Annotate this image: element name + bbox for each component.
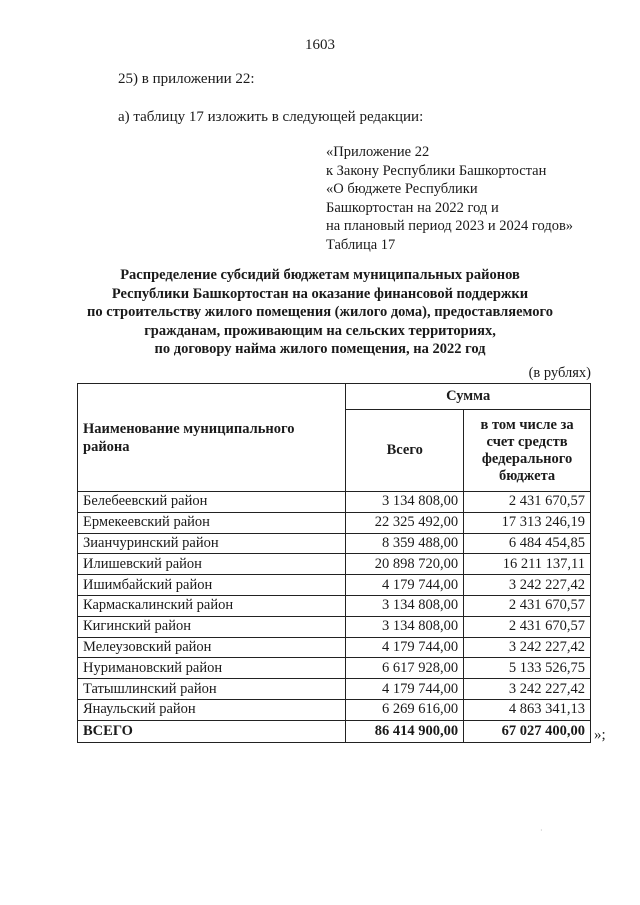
federal-cell: 3 242 227,42 (464, 575, 591, 596)
paragraph-25: 25) в приложении 22: (118, 71, 255, 87)
total-cell: 20 898 720,00 (346, 554, 464, 575)
table-body (78, 492, 591, 743)
total-cell: 3 134 808,00 (346, 492, 464, 513)
district-name-cell: Янаульский район (78, 699, 346, 720)
document-title (60, 266, 580, 359)
scan-speck: · (540, 826, 543, 835)
header-district-name: Наименование муниципального района (78, 384, 346, 492)
appendix-line: на плановый период 2023 и 2024 годов» (326, 218, 574, 234)
total-cell: 4 179 744,00 (346, 679, 464, 700)
federal-cell: 2 431 670,57 (464, 595, 591, 616)
table-row (78, 512, 591, 533)
federal-cell: 2 431 670,57 (464, 616, 591, 637)
table-row (78, 679, 591, 700)
appendix-line: к Закону Республики Башкортостан (326, 162, 547, 179)
closing-quote: »; (594, 727, 606, 743)
total-cell: 22 325 492,00 (346, 512, 464, 533)
district-name-cell: Мелеузовский район (78, 637, 346, 658)
federal-cell: 3 242 227,42 (464, 637, 591, 658)
federal-cell: 6 484 454,85 (464, 533, 591, 554)
table-row (78, 492, 591, 513)
table-row (78, 554, 591, 575)
grand-federal-cell: 67 027 400,00 (464, 720, 591, 742)
federal-cell: 3 242 227,42 (464, 679, 591, 700)
appendix-line: «О бюджете Республики (326, 181, 478, 197)
title-line: Распределение субсидий бюджетам муниципальных районов (120, 267, 520, 283)
subsidy-table (77, 383, 591, 743)
total-cell: 6 269 616,00 (346, 699, 464, 720)
table-row (78, 533, 591, 554)
title-line: Республики Башкортостан на оказание финансовой поддержки (111, 285, 529, 302)
total-row (78, 720, 591, 742)
total-cell: 4 179 744,00 (346, 637, 464, 658)
table-row (78, 658, 591, 679)
header-total: Всего (346, 410, 464, 492)
federal-cell: 17 313 246,19 (464, 512, 591, 533)
table-row (78, 699, 591, 720)
total-cell: 3 134 808,00 (346, 595, 464, 616)
appendix-line: «Приложение 22 (326, 144, 430, 160)
federal-cell: 2 431 670,57 (464, 492, 591, 513)
district-name-cell: Илишевский район (78, 554, 346, 575)
district-name-cell: Ишимбайский район (78, 575, 346, 596)
table-row (78, 616, 591, 637)
table-number: Таблица 17 (326, 236, 396, 253)
table-row (78, 637, 591, 658)
title-line: по строительству жилого помещения (жилого дома), предоставляемого (87, 304, 553, 320)
table-row (78, 575, 591, 596)
title-line: гражданам, проживающим на сельских территориях, (144, 322, 496, 339)
table-row (78, 595, 591, 616)
federal-cell: 5 133 526,75 (464, 658, 591, 679)
appendix-line: Башкортостан на 2022 год и (326, 199, 499, 216)
federal-cell: 4 863 341,13 (464, 699, 591, 720)
grand-total-cell: 86 414 900,00 (346, 720, 464, 742)
units-label: (в рублях) (528, 365, 591, 381)
paragraph-a: а) таблицу 17 изложить в следующей редакции: (118, 109, 424, 125)
header-federal: в том числе за счет средств федерального бюджета (464, 410, 591, 492)
title-line: по договору найма жилого помещения, на 2022 год (154, 341, 486, 357)
district-name-cell: Татышлинский район (78, 679, 346, 700)
total-cell: 8 359 488,00 (346, 533, 464, 554)
district-name-cell: Белебеевский район (78, 492, 346, 513)
federal-cell: 16 211 137,11 (464, 554, 591, 575)
district-name-cell: Кигинский район (78, 616, 346, 637)
total-cell: 4 179 744,00 (346, 575, 464, 596)
district-name-cell: Нуримановский район (78, 658, 346, 679)
district-name-cell: Кармаскалинский район (78, 595, 346, 616)
page-number: 1603 (305, 37, 335, 53)
appendix-reference (326, 143, 573, 254)
total-cell: 3 134 808,00 (346, 616, 464, 637)
total-label-cell: ВСЕГО (78, 720, 346, 742)
district-name-cell: Ермекеевский район (78, 512, 346, 533)
district-name-cell: Зианчуринский район (78, 533, 346, 554)
header-sum: Сумма (346, 384, 591, 410)
total-cell: 6 617 928,00 (346, 658, 464, 679)
